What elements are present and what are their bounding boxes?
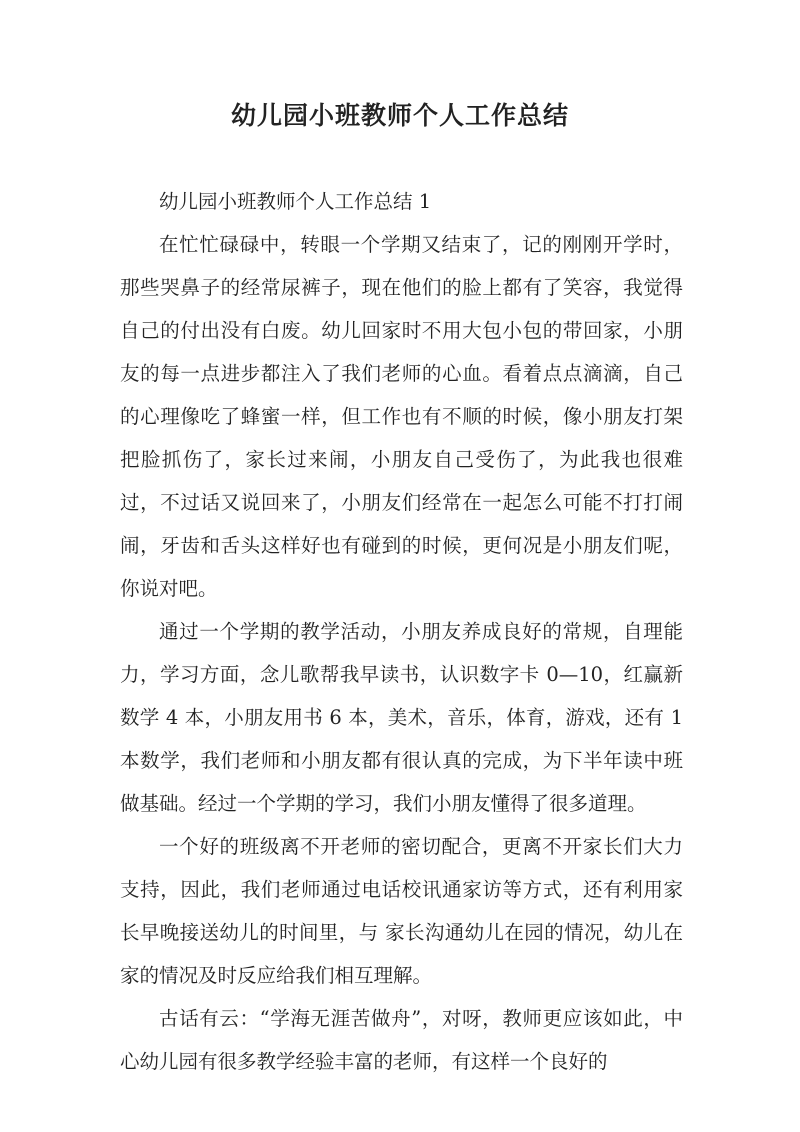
paragraph-4: 古话有云：“学海无涯苦做舟”，对呀，教师更应该如此，中心幼儿园有很多教学经验丰富的老师，有这样一个良好的 — [120, 1007, 683, 1073]
paragraph-2: 通过一个学期的教学活动，小朋友养成良好的常规，自理能力，学习方面，念儿歌帮我早读书，认识数字卡 0—10，红赢新数学 4 本，小朋友用书 6 本，美术，音乐，体育，游戏，还有 1 本数学，我们老师和小朋友都有很认真的完成，为下半年读中班做基础。经过一个学期的学习，我们小朋友懂得了很多道理。 — [120, 620, 683, 815]
document-body — [120, 180, 683, 1083]
document-title: 幼儿园小班教师个人工作总结 — [230, 101, 569, 130]
paragraph-3: 一个好的班级离不开老师的密切配合，更离不开家长们大力支持，因此，我们老师通过电话校讯通家访等方式，还有利用家长早晚接送幼儿的时间里，与 家长沟通幼儿在园的情况，幼儿在家的情况及时反应给我们相互理解。 — [120, 835, 683, 987]
paragraph-1: 在忙忙碌碌中，转眼一个学期又结束了，记的刚刚开学时，那些哭鼻子的经常尿裤子，现在他们的脸上都有了笑容，我觉得自己的付出没有白废。幼儿回家时不用大包小包的带回家，小朋友的每一点进步都注入了我们老师的心血。看着点点滴滴，自己的心理像吃了蜂蜜一样，但工作也有不顺的时候，像小朋友打架把脸抓伤了，家长过来闹，小朋友自己受伤了，为此我也很难过，不过话又说回来了，小朋友们经常在一起怎么可能不打打闹闹，牙齿和舌头这样好也有碰到的时候，更何况是小朋友们呢，你说对吧。 — [120, 233, 683, 600]
section-heading: 幼儿园小班教师个人工作总结 1 — [159, 190, 432, 213]
